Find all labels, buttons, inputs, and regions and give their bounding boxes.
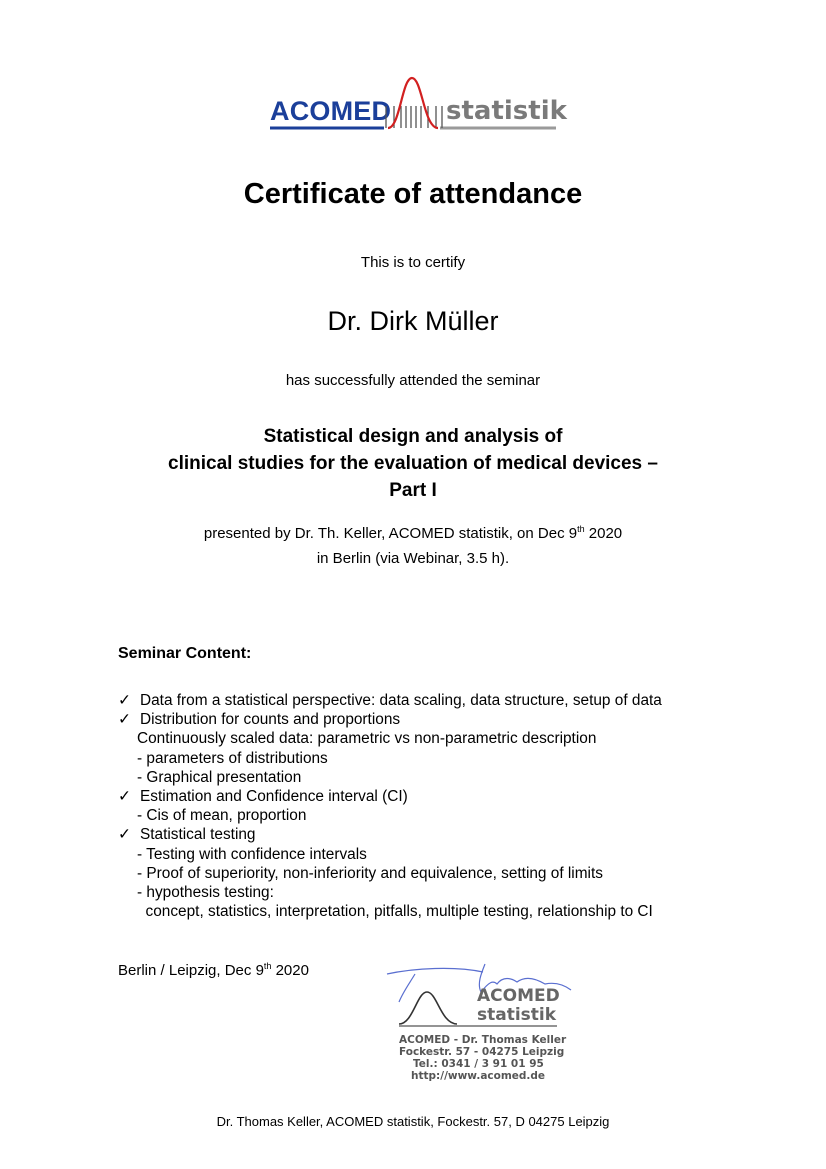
list-item [118,902,662,921]
list-item [118,710,662,729]
date-line [118,962,309,979]
date-year: 2020 [271,962,309,979]
date-suffix: th [263,961,272,971]
checkmark-icon: ✓ [118,692,131,709]
stamp-line-4: http://www.acomed.de [411,1070,546,1082]
list-item [118,729,662,748]
list-item-text: - Cis of mean, proportion [137,807,307,825]
list-item-text: Distribution for counts and proportions [140,711,401,729]
date-text: Berlin / Leipzig, Dec 9 [118,962,264,979]
list-item [118,864,662,883]
list-item-text: - Proof of superiority, non-inferiority and equivalence, setting of limits [137,864,603,882]
logo-statistik-text: statistik [446,96,567,126]
stamp-brand-bottom: statistik [477,1005,557,1025]
list-item-text: - Testing with confidence intervals [137,845,367,863]
certify-text: This is to certify [360,254,466,271]
seminar-content-heading: Seminar Content: [118,645,252,662]
list-item [118,883,662,902]
seminar-title-line-3: Part I [389,480,437,501]
page-title: Certificate of attendance [243,178,583,210]
list-item-text: concept, statistics, interpretation, pitfalls, multiple testing, relationship to CI [137,903,653,921]
stamp-line-2: Fockestr. 57 - 04275 Leipzig [399,1046,565,1058]
recipient-name: Dr. Dirk Müller [327,306,499,336]
page-footer: Dr. Thomas Keller, ACOMED statistik, Fockestr. 57, D 04275 Leipzig [216,1114,610,1129]
acomed-logo [0,72,826,142]
seminar-content-list [118,691,662,921]
logo-acomed-text: ACOMED [270,96,392,126]
list-item-text: - hypothesis testing: [137,884,274,902]
list-item-text: - Graphical presentation [137,768,302,786]
presented-by-text: presented by Dr. Th. Keller, ACOMED statistik, on Dec 9 [203,525,578,542]
checkmark-icon: ✓ [118,826,131,844]
seminar-title-line-1: Statistical design and analysis of [263,426,563,447]
list-item-text: Estimation and Confidence interval (CI) [140,788,408,806]
attended-text: has successfully attended the seminar [285,372,541,389]
list-item [118,787,662,806]
list-item-text: Data from a statistical perspective: data scaling, data structure, setup of data [140,692,662,709]
checkmark-icon: ✓ [118,711,131,729]
stamp-line-3: Tel.: 0341 / 3 91 01 95 [413,1058,544,1070]
list-item-text: Continuously scaled data: parametric vs non-parametric description [137,730,597,748]
presented-location-line: in Berlin (via Webinar, 3.5 h). [316,550,510,567]
list-item [118,845,662,864]
list-item-text: Statistical testing [140,826,256,844]
logo-curve-icon [0,72,826,142]
list-item [118,749,662,768]
list-item [118,691,662,710]
list-item [118,806,662,825]
presented-date-suffix: th [577,524,585,534]
checkmark-icon: ✓ [118,788,131,806]
presented-by-line [0,525,826,542]
list-item [118,768,662,787]
company-stamp [385,962,585,1087]
stamp-line-1: ACOMED - Dr. Thomas Keller [399,1034,567,1046]
presented-year: 2020 [584,525,623,542]
stamp-brand-top: ACOMED [477,986,560,1006]
list-item [118,825,662,844]
list-item-text: - parameters of distributions [137,749,328,767]
seminar-title-line-2: clinical studies for the evaluation of medical devices – [168,453,658,474]
